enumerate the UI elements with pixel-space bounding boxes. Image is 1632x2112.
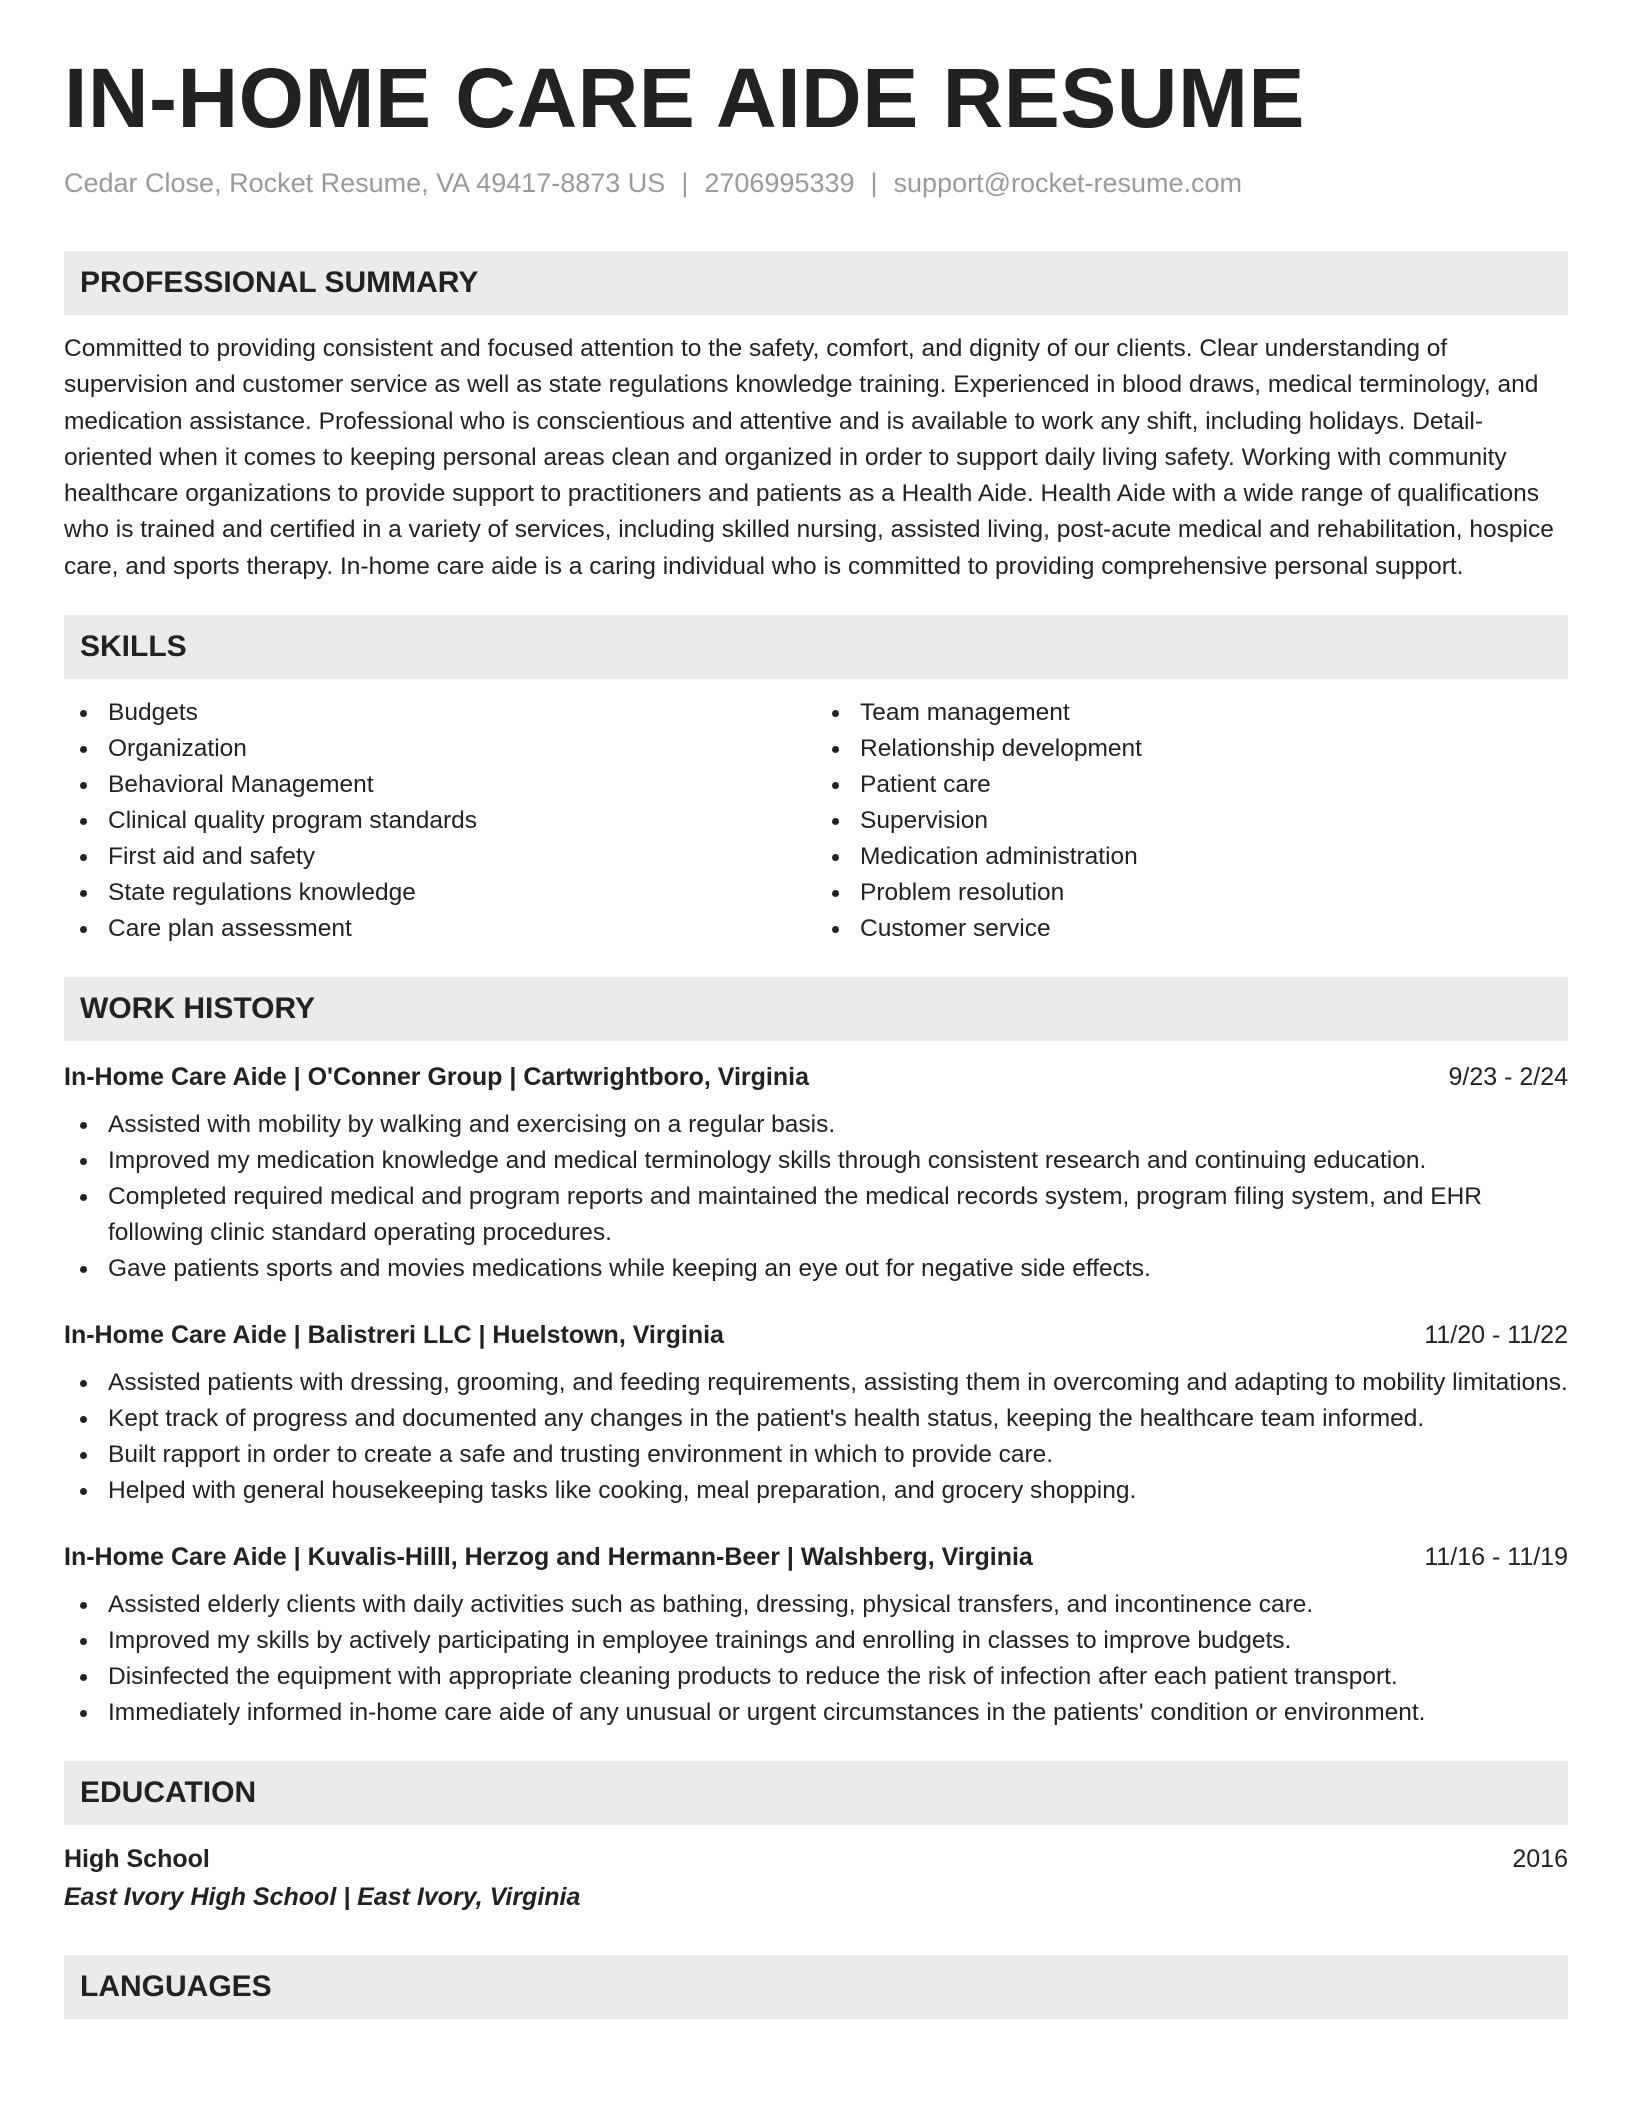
job-header	[64, 1537, 1568, 1577]
job-bullet: Immediately informed in-home care aide of any unusual or urgent circumstances in the patients' condition or environment.	[64, 1695, 1568, 1731]
skill-item: Relationship development	[816, 731, 1568, 767]
job-bullet: Assisted elderly clients with daily activities such as bathing, dressing, physical transfers, and incontinence care.	[64, 1587, 1568, 1623]
job-header	[64, 1315, 1568, 1355]
education-entry	[64, 1841, 1568, 1917]
section-heading-languages: LANGUAGES	[64, 1955, 1568, 2019]
job-dates: 11/20 - 11/22	[1424, 1321, 1568, 1350]
job-dates: 9/23 - 2/24	[1448, 1063, 1568, 1092]
skills-grid	[64, 695, 1568, 947]
skill-item: State regulations knowledge	[64, 875, 816, 911]
education-header	[64, 1841, 1568, 1877]
job-bullets	[64, 1365, 1568, 1509]
skill-item: Team management	[816, 695, 1568, 731]
job-header	[64, 1057, 1568, 1097]
skills-list-left	[64, 695, 816, 947]
job-dates: 11/16 - 11/19	[1424, 1543, 1568, 1572]
skill-item: First aid and safety	[64, 839, 816, 875]
job-entry	[64, 1057, 1568, 1287]
education-school: East Ivory High School | East Ivory, Virginia	[64, 1883, 581, 1912]
job-bullet: Improved my skills by actively participating in employee trainings and enrolling in classes to improve budgets.	[64, 1623, 1568, 1659]
skill-item: Supervision	[816, 803, 1568, 839]
job-bullet: Assisted patients with dressing, grooming, and feeding requirements, assisting them in overcoming and adapting to mobility limitations.	[64, 1365, 1568, 1401]
contact-separator: |	[681, 168, 689, 198]
section-heading-summary: PROFESSIONAL SUMMARY	[64, 251, 1568, 315]
section-heading-work: WORK HISTORY	[64, 977, 1568, 1041]
job-bullet: Assisted with mobility by walking and exercising on a regular basis.	[64, 1107, 1568, 1143]
section-heading-skills: SKILLS	[64, 615, 1568, 679]
job-bullets	[64, 1587, 1568, 1731]
skill-item: Medication administration	[816, 839, 1568, 875]
job-entry	[64, 1537, 1568, 1731]
skills-column-right	[816, 695, 1568, 947]
skill-item: Patient care	[816, 767, 1568, 803]
skill-item: Care plan assessment	[64, 911, 816, 947]
education-year: 2016	[1512, 1845, 1568, 1874]
job-title: In-Home Care Aide | Kuvalis-Hilll, Herzog and Hermann-Beer | Walshberg, Virginia	[64, 1543, 1033, 1572]
skills-column-left	[64, 695, 816, 947]
section-heading-education: EDUCATION	[64, 1761, 1568, 1825]
job-bullets	[64, 1107, 1568, 1287]
skills-list-right	[816, 695, 1568, 947]
skill-item: Clinical quality program standards	[64, 803, 816, 839]
contact-address: Cedar Close, Rocket Resume, VA 49417-8873 US	[64, 168, 666, 198]
education-degree: High School	[64, 1845, 210, 1874]
job-title: In-Home Care Aide | O'Conner Group | Cartwrightboro, Virginia	[64, 1063, 809, 1092]
job-bullet: Improved my medication knowledge and medical terminology skills through consistent research and continuing education.	[64, 1143, 1568, 1179]
contact-phone: 2706995339	[704, 168, 855, 198]
job-bullet: Helped with general housekeeping tasks like cooking, meal preparation, and grocery shopping.	[64, 1473, 1568, 1509]
job-bullet: Completed required medical and program reports and maintained the medical records system, program filing system, and EHR following clinic standard operating procedures.	[64, 1179, 1568, 1251]
resume-title: IN-HOME CARE AIDE RESUME	[64, 51, 1305, 145]
summary-text: Committed to providing consistent and focused attention to the safety, comfort, and dignity of our clients. Clear understanding of supervision and customer service as well as state regulations knowledge training. Experienced in blood draws, medical terminology, and medication assistance. Professional who is conscientious and attentive and is available to work any shift, including holidays. Detail-oriented when it comes to keeping personal areas clean and organized in order to support daily living safety. Working with community healthcare organizations to provide support to practitioners and patients as a Health Aide. Health Aide with a wide range of qualifications who is trained and certified in a variety of services, including skilled nursing, assisted living, post-acute medical and rehabilitation, hospice care, and sports therapy. In-home care aide is a caring individual who is committed to providing comprehensive personal support.	[64, 335, 1554, 580]
skill-item: Behavioral Management	[64, 767, 816, 803]
skill-item: Problem resolution	[816, 875, 1568, 911]
job-title: In-Home Care Aide | Balistreri LLC | Huelstown, Virginia	[64, 1321, 724, 1350]
job-bullet: Kept track of progress and documented any changes in the patient's health status, keeping the healthcare team informed.	[64, 1401, 1568, 1437]
job-bullet: Built rapport in order to create a safe and trusting environment in which to provide care.	[64, 1437, 1568, 1473]
job-bullet: Disinfected the equipment with appropriate cleaning products to reduce the risk of infection after each patient transport.	[64, 1659, 1568, 1695]
contact-line	[64, 168, 1568, 199]
skill-item: Customer service	[816, 911, 1568, 947]
job-entry	[64, 1315, 1568, 1509]
skill-item: Budgets	[64, 695, 816, 731]
skill-item: Organization	[64, 731, 816, 767]
contact-separator: |	[870, 168, 878, 198]
job-bullet: Gave patients sports and movies medications while keeping an eye out for negative side effects.	[64, 1251, 1568, 1287]
contact-email: support@rocket-resume.com	[893, 168, 1243, 198]
